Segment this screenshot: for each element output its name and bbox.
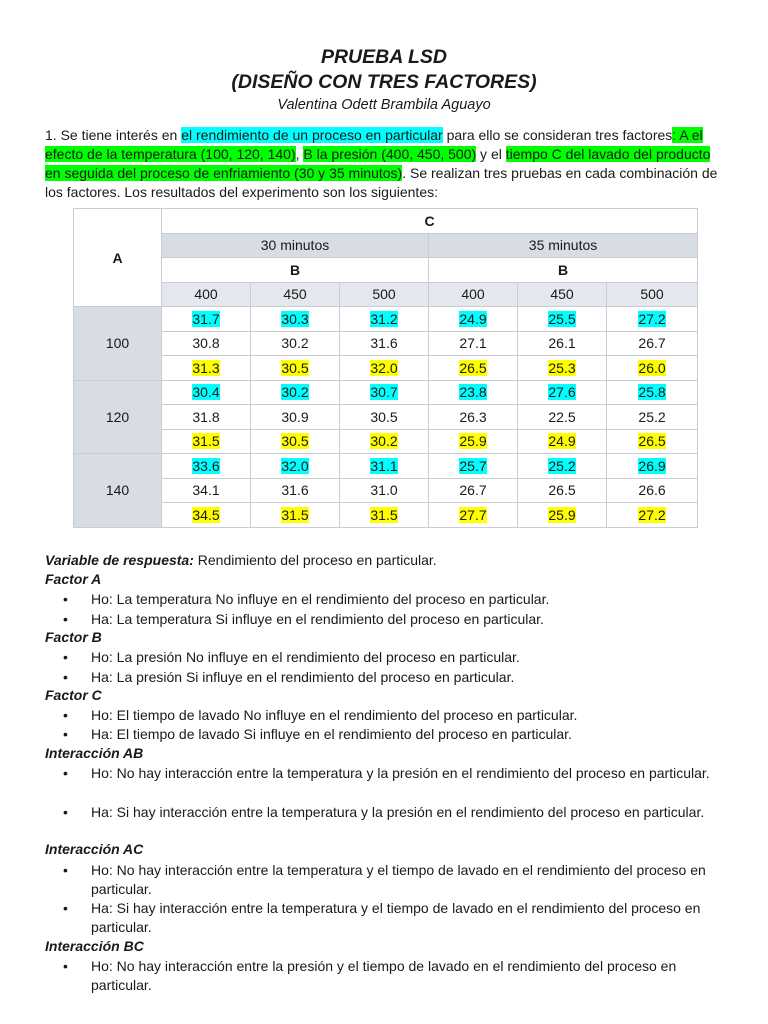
pressure-header: 500	[607, 282, 698, 307]
cell-value: 25.3	[548, 359, 576, 376]
bullet-icon: •	[63, 649, 68, 666]
table-cell	[518, 478, 607, 503]
intro-highlight-factor-a: : A el efecto de la temperatura (100, 120, 140)	[45, 127, 703, 162]
table-cell	[340, 405, 429, 430]
header-factor-b-35: B	[429, 258, 698, 283]
cell-value: 30.7	[370, 384, 398, 401]
hypothesis-text: Ho: No hay interacción entre la presión y el tiempo de lavado en el rendimiento del proceso en particular.	[91, 958, 677, 993]
pressure-header: 400	[429, 282, 518, 307]
cell-value: 30.8	[192, 335, 220, 352]
hypothesis-text: Ho: No hay interacción entre la temperatura y el tiempo de lavado en el rendimiento del proceso en particular.	[91, 861, 706, 897]
table-cell	[518, 307, 607, 332]
hypothesis-item	[63, 668, 723, 687]
table-cell	[162, 331, 251, 356]
table-cell	[251, 454, 340, 479]
table-row	[74, 380, 698, 405]
intro-highlight-factor-b: B la presión (400, 450, 500)	[303, 146, 477, 162]
cell-value: 26.5	[459, 359, 487, 376]
section-header: Interacción AC	[45, 841, 144, 858]
cell-value: 34.1	[192, 482, 220, 499]
hypothesis-text: Ha: La temperatura Si influye en el rendimiento del proceso en particular.	[91, 610, 544, 627]
bullet-icon: •	[63, 668, 68, 685]
table-cell	[340, 331, 429, 356]
cell-value: 31.7	[192, 310, 220, 327]
table-cell	[607, 405, 698, 430]
table-row	[74, 429, 698, 454]
bullet-icon: •	[63, 610, 68, 627]
table-cell	[429, 380, 518, 405]
cell-value: 26.5	[638, 433, 666, 450]
table-cell	[162, 454, 251, 479]
intro-text-5: . Se realizan tres pruebas en cada combinación de los factores. Los resultados del experimento son los siguientes:	[45, 165, 718, 200]
table-cell	[162, 380, 251, 405]
bullet-icon: •	[63, 591, 68, 608]
results-table	[73, 208, 698, 528]
hypothesis-text: Ho: No hay interacción entre la temperatura y la presión en el rendimiento del proceso en particular.	[91, 765, 710, 781]
intro-highlight-variable: el rendimiento de un proceso en particular	[181, 127, 443, 143]
table-cell	[162, 503, 251, 528]
hypothesis-item	[63, 706, 723, 725]
hypothesis-item	[63, 861, 723, 899]
header-factor-a: A	[74, 209, 162, 307]
hypothesis-text: Ha: La presión Si influye en el rendimiento del proceso en particular.	[91, 668, 515, 685]
intro-highlight-factor-c: tiempo C del lavado del producto en seguida del proceso de enfriamiento (30 y 35 minutos)	[45, 146, 711, 181]
intro-paragraph	[45, 126, 725, 202]
cell-value: 31.5	[370, 506, 398, 523]
table-cell	[518, 380, 607, 405]
table-cell	[162, 478, 251, 503]
table-row	[74, 356, 698, 381]
section-header: Interacción AB	[45, 744, 144, 761]
cell-value: 24.9	[548, 433, 576, 450]
pressure-header: 450	[518, 282, 607, 307]
bullet-icon: •	[63, 900, 68, 917]
cell-value: 31.3	[192, 359, 220, 376]
table-cell	[518, 405, 607, 430]
cell-value: 26.7	[638, 335, 666, 352]
hypothesis-item	[63, 590, 723, 609]
table-cell	[518, 331, 607, 356]
table-row	[74, 454, 698, 479]
table-cell	[251, 429, 340, 454]
cell-value: 30.5	[370, 408, 398, 425]
table-cell	[340, 478, 429, 503]
table-cell	[429, 478, 518, 503]
table-row	[74, 503, 698, 528]
cell-value: 34.5	[192, 506, 220, 523]
cell-value: 26.0	[638, 359, 666, 376]
hypothesis-text: Ha: Si hay interacción entre la temperatura y el tiempo de lavado en el rendimiento del proceso en particular.	[91, 900, 701, 936]
cell-value: 27.2	[638, 310, 666, 327]
author: Valentina Odett Brambila Aguayo	[277, 97, 491, 113]
cell-value: 31.0	[370, 482, 398, 499]
bullet-icon: •	[63, 861, 68, 878]
response-variable-text: Rendimiento del proceso en particular.	[193, 552, 437, 568]
table-cell	[607, 331, 698, 356]
table-cell	[429, 429, 518, 454]
table-cell	[340, 380, 429, 405]
header-factor-b-30: B	[162, 258, 429, 283]
hypothesis-text: Ho: El tiempo de lavado No influye en el rendimiento del proceso en particular.	[91, 707, 578, 724]
bullet-icon: •	[63, 958, 68, 974]
table-row	[74, 307, 698, 332]
table-cell	[429, 503, 518, 528]
table-cell	[251, 405, 340, 430]
cell-value: 32.0	[370, 359, 398, 376]
table-row	[74, 478, 698, 503]
header-time-35: 35 minutos	[429, 233, 698, 258]
table-cell	[518, 454, 607, 479]
hypothesis-item	[63, 648, 723, 667]
title-line-2: (DISEÑO CON TRES FACTORES)	[231, 71, 537, 93]
cell-value: 26.5	[548, 482, 576, 499]
table-cell	[429, 454, 518, 479]
section-header: Factor A	[45, 571, 102, 587]
cell-value: 24.9	[459, 310, 487, 327]
title-line-1: PRUEBA LSD	[320, 46, 448, 68]
cell-value: 26.7	[459, 482, 487, 499]
table-cell	[340, 454, 429, 479]
cell-value: 25.8	[638, 384, 666, 401]
table-cell	[162, 356, 251, 381]
cell-value: 26.1	[548, 335, 576, 352]
cell-value: 27.6	[548, 384, 576, 401]
table-cell	[340, 356, 429, 381]
table-cell	[429, 307, 518, 332]
cell-value: 27.7	[459, 506, 487, 523]
table-body	[74, 307, 698, 528]
header-factor-c: C	[162, 209, 698, 234]
cell-value: 30.5	[281, 433, 309, 450]
cell-value: 30.4	[192, 384, 220, 401]
hypothesis-item	[63, 899, 723, 937]
pressure-header: 500	[340, 282, 429, 307]
table-cell	[162, 429, 251, 454]
cell-value: 23.8	[459, 384, 487, 401]
bullet-icon: •	[63, 707, 68, 724]
table-cell	[429, 356, 518, 381]
cell-value: 30.2	[281, 335, 309, 352]
table-cell	[518, 503, 607, 528]
table-cell	[251, 356, 340, 381]
section-header: Factor B	[45, 628, 102, 645]
table-row	[74, 331, 698, 356]
table-cell	[607, 307, 698, 332]
cell-value: 30.2	[370, 433, 398, 450]
bullet-icon: •	[63, 803, 68, 820]
cell-value: 25.5	[548, 310, 576, 327]
hypothesis-item	[63, 764, 723, 783]
cell-value: 26.3	[459, 408, 487, 425]
cell-value: 27.1	[459, 335, 487, 352]
table-cell	[607, 380, 698, 405]
cell-value: 26.9	[638, 457, 666, 474]
table-cell	[607, 478, 698, 503]
cell-value: 32.0	[281, 457, 309, 474]
section-header: Factor C	[45, 686, 102, 703]
temperature-label: 100	[74, 307, 162, 381]
cell-value: 30.2	[281, 384, 309, 401]
section-header: Interacción BC	[45, 937, 144, 954]
cell-value: 31.6	[281, 482, 309, 499]
cell-value: 25.2	[548, 457, 576, 474]
header-time-30: 30 minutos	[162, 233, 429, 258]
cell-value: 30.5	[281, 359, 309, 376]
response-variable	[45, 552, 735, 568]
table-cell	[162, 307, 251, 332]
pressure-header: 400	[162, 282, 251, 307]
hypothesis-item	[63, 957, 723, 995]
hypothesis-item	[63, 803, 723, 822]
table-cell	[518, 356, 607, 381]
cell-value: 30.3	[281, 310, 309, 327]
hypothesis-text: Ho: La presión No influye en el rendimiento del proceso en particular.	[91, 649, 520, 666]
cell-value: 26.6	[638, 482, 666, 499]
table-cell	[340, 307, 429, 332]
table-cell	[251, 331, 340, 356]
table-cell	[251, 503, 340, 528]
cell-value: 31.1	[370, 457, 398, 474]
cell-value: 25.9	[548, 506, 576, 523]
hypothesis-item	[63, 725, 723, 744]
pressure-header: 450	[251, 282, 340, 307]
cell-value: 22.5	[548, 408, 576, 425]
table-cell	[607, 454, 698, 479]
response-variable-label: Variable de respuesta:	[45, 552, 194, 568]
table-cell	[251, 307, 340, 332]
table-cell	[429, 405, 518, 430]
cell-value: 25.9	[459, 433, 487, 450]
intro-text-2: para ello se consideran tres factores	[442, 127, 673, 143]
cell-value: 31.5	[281, 506, 309, 523]
table-cell	[251, 380, 340, 405]
table-cell	[607, 356, 698, 381]
table-cell	[340, 429, 429, 454]
table-cell	[429, 331, 518, 356]
hypothesis-text: Ho: La temperatura No influye en el rendimiento del proceso en particular.	[91, 591, 550, 608]
table-cell	[340, 503, 429, 528]
intro-text-1: 1. Se tiene interés en	[45, 127, 182, 143]
hypothesis-text: Ha: Si hay interacción entre la temperatura y la presión en el rendimiento del proceso en particular.	[91, 803, 705, 820]
hypothesis-item	[63, 610, 723, 629]
table-cell	[251, 478, 340, 503]
table-cell	[162, 405, 251, 430]
cell-value: 27.2	[638, 506, 666, 523]
intro-text-4: y el	[476, 146, 506, 162]
bullet-icon: •	[63, 726, 68, 743]
table-cell	[607, 503, 698, 528]
intro-text-3: ,	[295, 146, 304, 162]
cell-value: 31.5	[192, 433, 220, 450]
table-cell	[518, 429, 607, 454]
cell-value: 31.6	[370, 335, 398, 352]
cell-value: 31.2	[370, 310, 398, 327]
cell-value: 33.6	[192, 457, 220, 474]
cell-value: 31.8	[192, 408, 220, 425]
cell-value: 25.2	[638, 408, 666, 425]
table-row	[74, 405, 698, 430]
hypothesis-text: Ha: El tiempo de lavado Si influye en el rendimiento del proceso en particular.	[91, 726, 572, 743]
cell-value: 25.7	[459, 457, 487, 474]
temperature-label: 120	[74, 380, 162, 454]
table-cell	[607, 429, 698, 454]
temperature-label: 140	[74, 454, 162, 528]
cell-value: 30.9	[281, 408, 309, 425]
bullet-icon: •	[63, 765, 68, 781]
